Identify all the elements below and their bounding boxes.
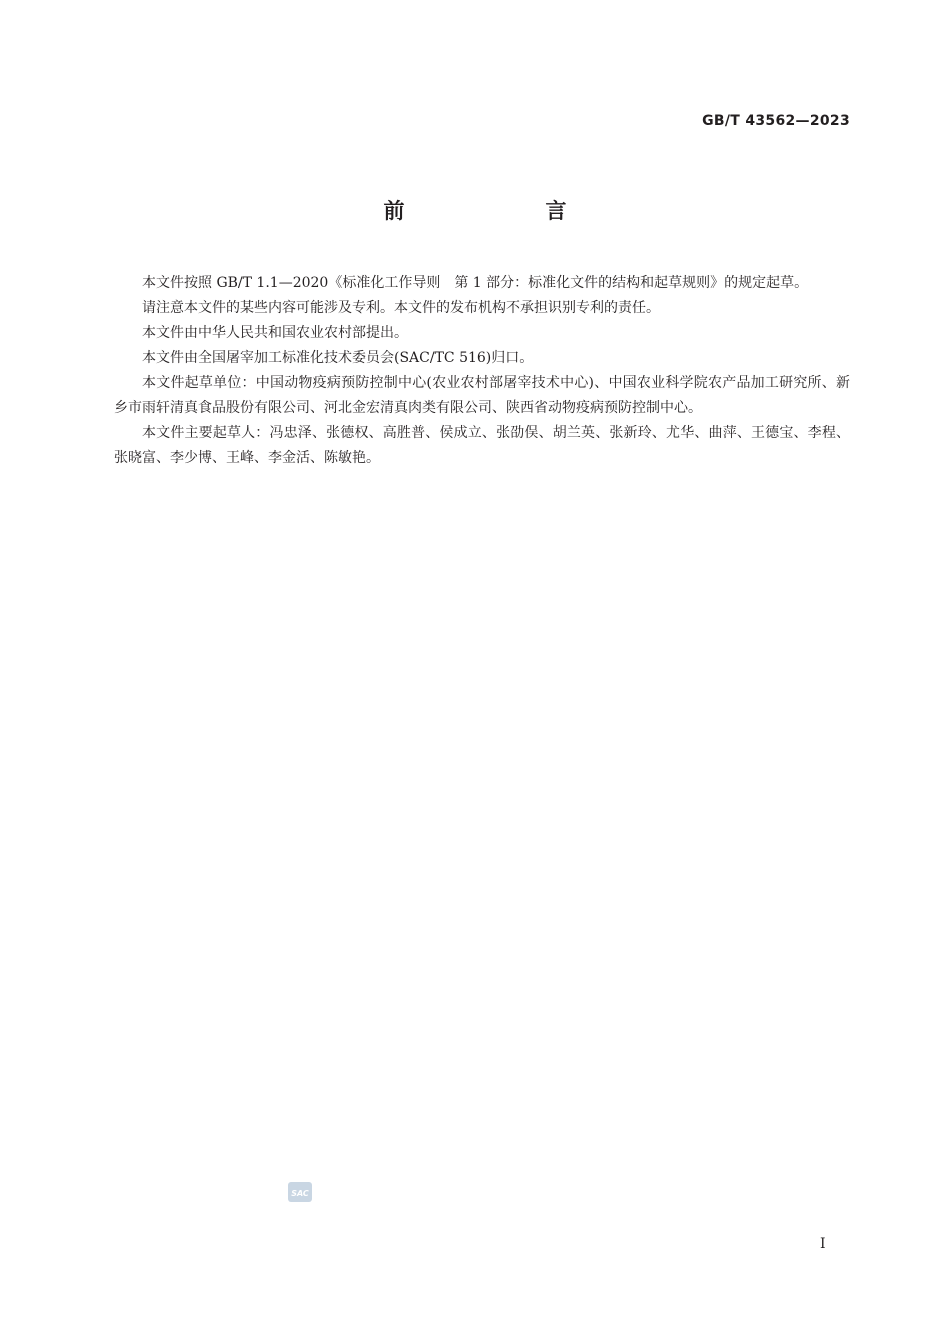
sac-logo-icon [288,1180,312,1204]
page-number: I [820,1236,826,1252]
paragraph-patent-notice: 请注意本文件的某些内容可能涉及专利。本文件的发布机构不承担识别专利的责任。 [142,300,660,316]
paragraph-drafters: 本文件主要起草人：冯忠泽、张德权、高胜普、侯成立、张劭俣、胡兰英、张新玲、尤华、曲萍、王德宝、李程、张晓富、李少博、王峰、李金活、陈敏艳。 [114,425,850,466]
paragraph-drafting-organizations: 本文件起草单位：中国动物疫病预防控制中心(农业农村部屠宰技术中心)、中国农业科学院农产品加工研究所、新乡市雨轩清真食品股份有限公司、河北金宏清真肉类有限公司、陕西省动物疫病预防控制中心。 [114,375,850,416]
paragraph-proposer: 本文件由中华人民共和国农业农村部提出。 [142,325,408,341]
page-title: 前 言 [383,199,627,223]
paragraph-drafting-rules: 本文件按照 GB/T 1.1—2020《标准化工作导则 第 1 部分：标准化文件的结构和起草规则》的规定起草。 [142,275,809,291]
document-code: GB/T 43562—2023 [702,113,850,129]
foreword-body [114,271,850,471]
svg-text:SAC: SAC [291,1189,309,1198]
paragraph-responsible-committee: 本文件由全国屠宰加工标准化技术委员会(SAC/TC 516)归口。 [142,350,534,366]
